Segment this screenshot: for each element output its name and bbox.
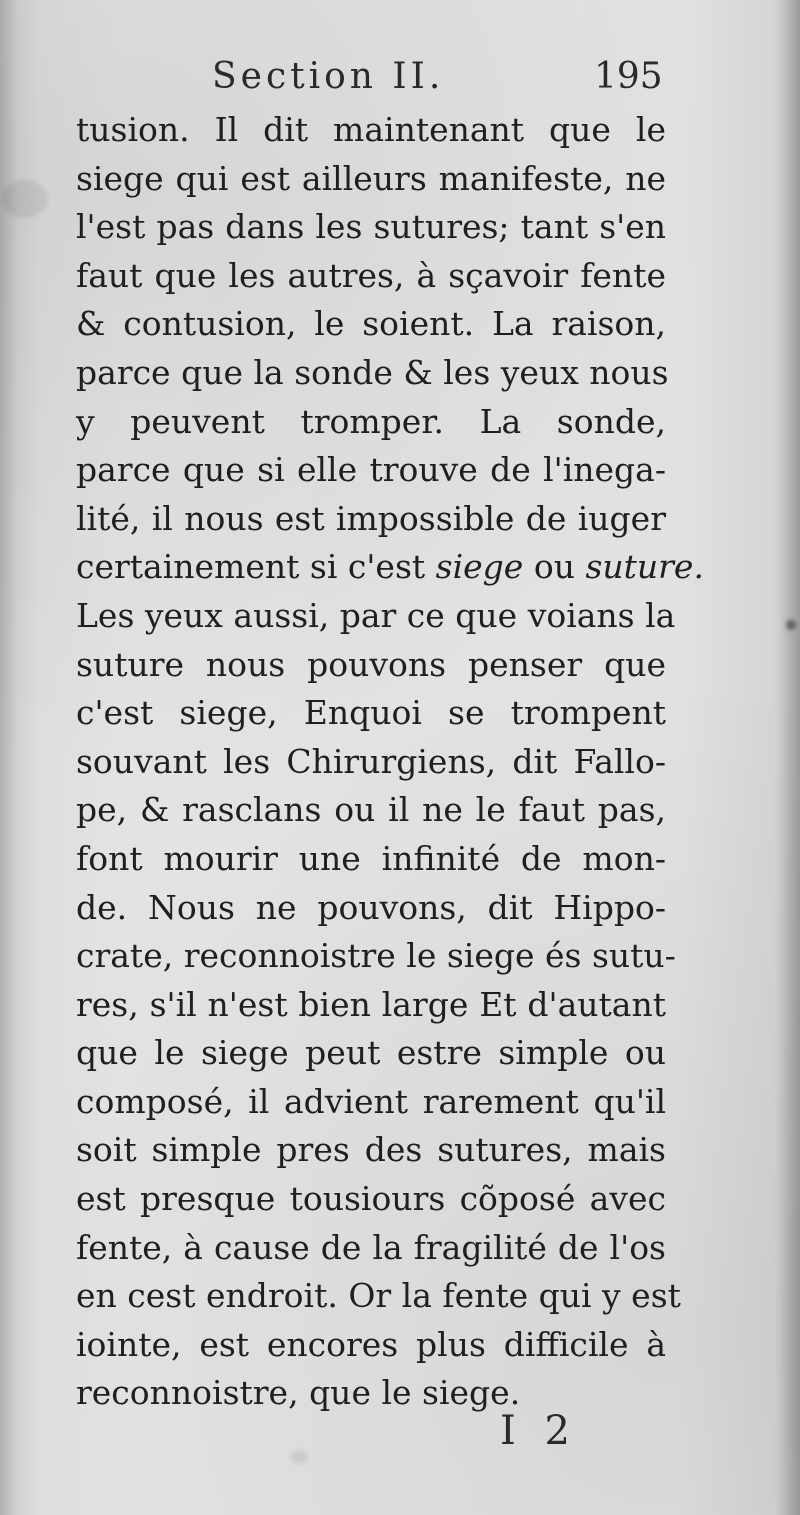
- text-line: Les yeux aussi, par ce que voians la: [76, 595, 676, 635]
- ink-smudge: [786, 620, 796, 630]
- page-number: 195: [594, 56, 663, 97]
- ink-smudge: [2, 180, 48, 218]
- text-line: crate, reconnoistre le siege és sutu-: [76, 936, 676, 976]
- text-line: soit simple pres des sutures, mais: [76, 1130, 666, 1170]
- text-line: l'est pas dans les sutures; tant s'en: [76, 207, 666, 247]
- italic-term: siege: [435, 547, 524, 587]
- ink-smudge: [290, 1450, 308, 1464]
- text-line: en cest endroit. Or la fente qui y est: [76, 1276, 681, 1316]
- page-right-shadow: [774, 0, 800, 1515]
- text-line: que le siege peut estre simple ou: [76, 1033, 666, 1073]
- text-line-start: certainement si c'est: [76, 547, 426, 587]
- text-line: parce que la sonde & les yeux nous: [76, 352, 669, 392]
- text-line: pe, & rasclans ou il ne le faut pas,: [76, 790, 666, 830]
- text-line-with-italics: [76, 543, 704, 592]
- page-left-shadow: [0, 0, 18, 1515]
- text-line: siege qui est ailleurs manifeste, ne: [76, 158, 666, 198]
- text-connector: ou: [523, 547, 586, 587]
- text-line: iointe, est encores plus difficile à: [76, 1324, 666, 1364]
- text-line: est presque tousiours cõposé avec: [76, 1179, 666, 1219]
- italic-term: suture.: [585, 547, 704, 587]
- text-line-last: reconnoistre, que le siege.: [76, 1373, 521, 1413]
- text-line: de. Nous ne pouvons, dit Hippo-: [76, 887, 666, 927]
- running-head: Section II.: [212, 56, 445, 97]
- text-line: font mourir une infinité de mon-: [76, 838, 666, 878]
- text-line: & contusion, le soient. La raison,: [76, 304, 666, 344]
- text-line: y peuvent tromper. La sonde,: [76, 401, 666, 441]
- body-text: [76, 106, 704, 1418]
- text-line: res, s'il n'est bien large Et d'autant: [76, 984, 666, 1024]
- text-line: composé, il advient rarement qu'il: [76, 1081, 666, 1121]
- text-line: tusion. Il dit maintenant que le: [76, 110, 666, 149]
- text-line: fente, à cause de la fragilité de l'os: [76, 1227, 666, 1267]
- text-line: souvant les Chirurgiens, dit Fallo-: [76, 741, 666, 781]
- text-line: faut que les autres, à sçavoir fente: [76, 255, 666, 295]
- text-line: suture nous pouvons penser que: [76, 644, 666, 684]
- text-line: lité, il nous est impossible de iuger: [76, 498, 666, 538]
- text-line: c'est siege, Enquoi se trompent: [76, 693, 666, 733]
- text-line: parce que si elle trouve de l'inega-: [76, 450, 666, 490]
- signature-mark: I 2: [500, 1408, 578, 1454]
